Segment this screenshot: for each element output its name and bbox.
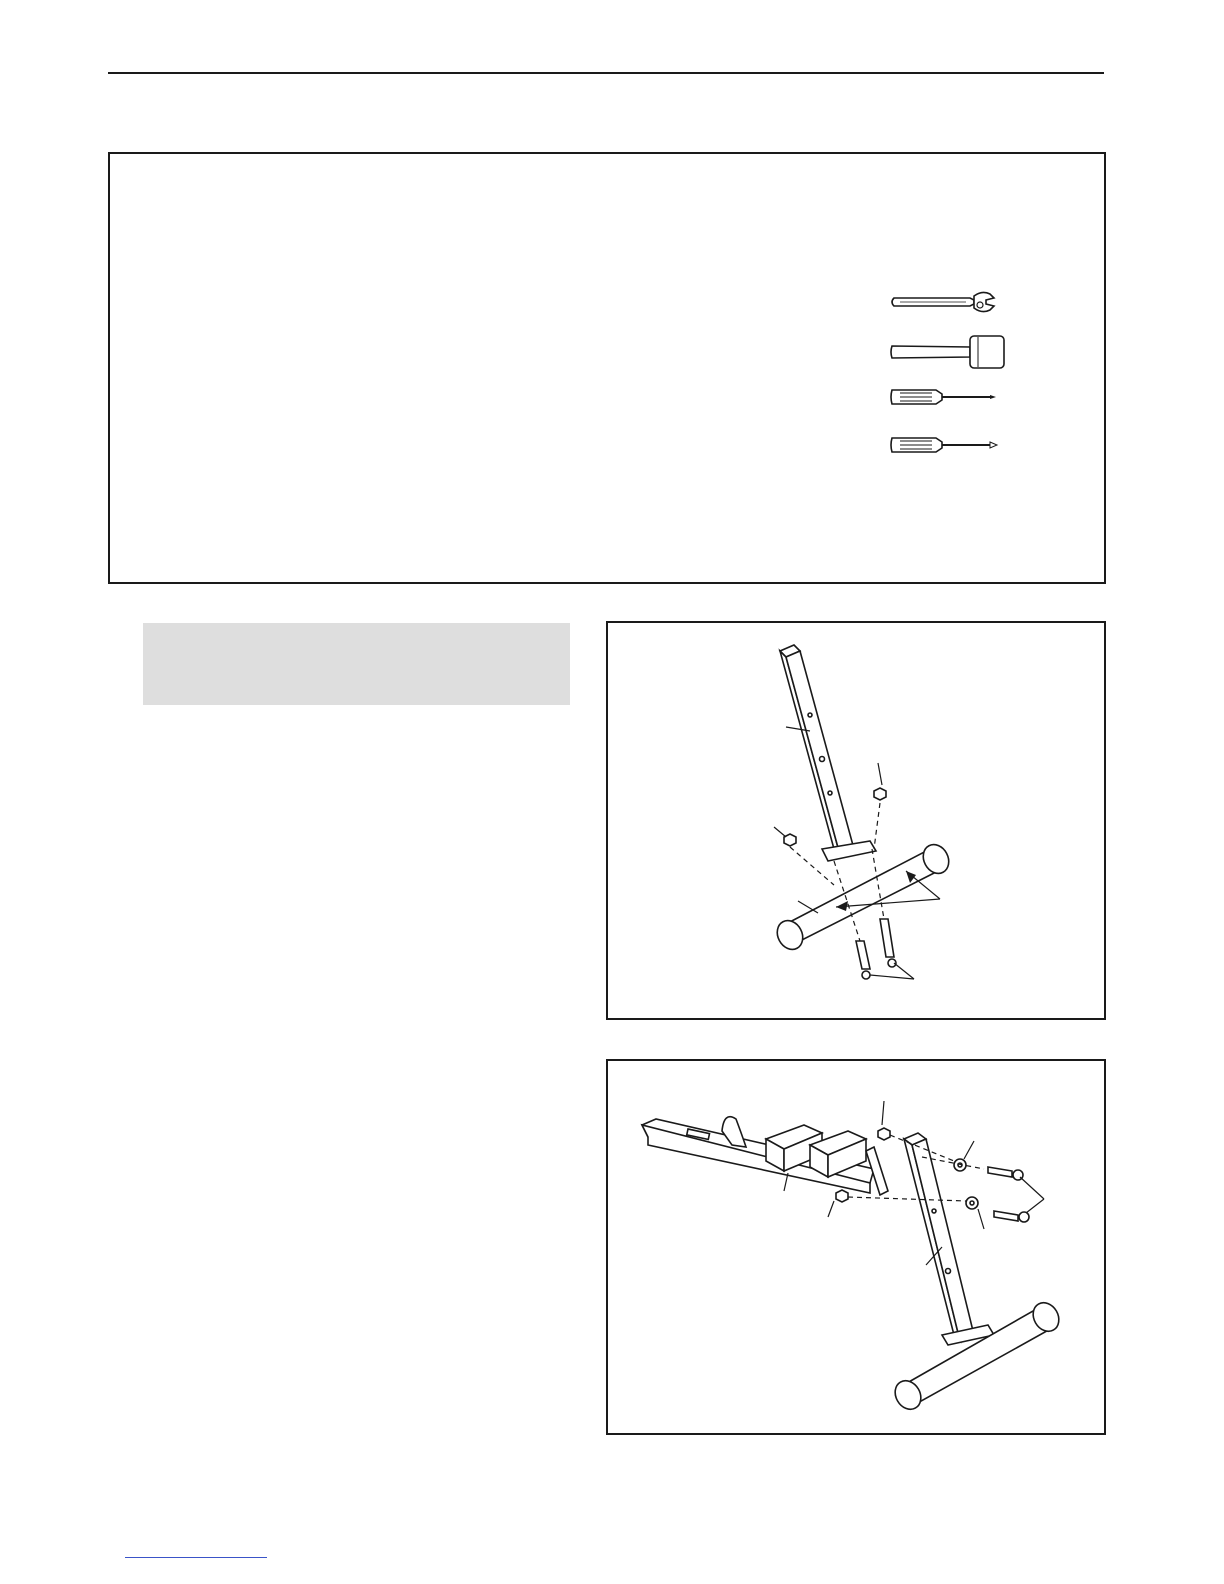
phillips-screwdriver-icon	[890, 434, 1000, 456]
step-header-shade	[143, 623, 570, 705]
tools-required-box	[108, 152, 1106, 584]
flat-screwdriver-icon	[890, 386, 1000, 408]
adjustable-wrench-icon	[890, 288, 1000, 316]
frame-and-leg-assembly-diagram	[608, 1061, 1104, 1433]
leg-and-foot-assembly-diagram	[608, 623, 1104, 1018]
header-rule	[108, 72, 1104, 74]
figure-1	[606, 621, 1106, 1020]
figure-2	[606, 1059, 1106, 1435]
footer-link-underline[interactable]	[125, 1557, 267, 1558]
rubber-mallet-icon	[890, 332, 1010, 372]
